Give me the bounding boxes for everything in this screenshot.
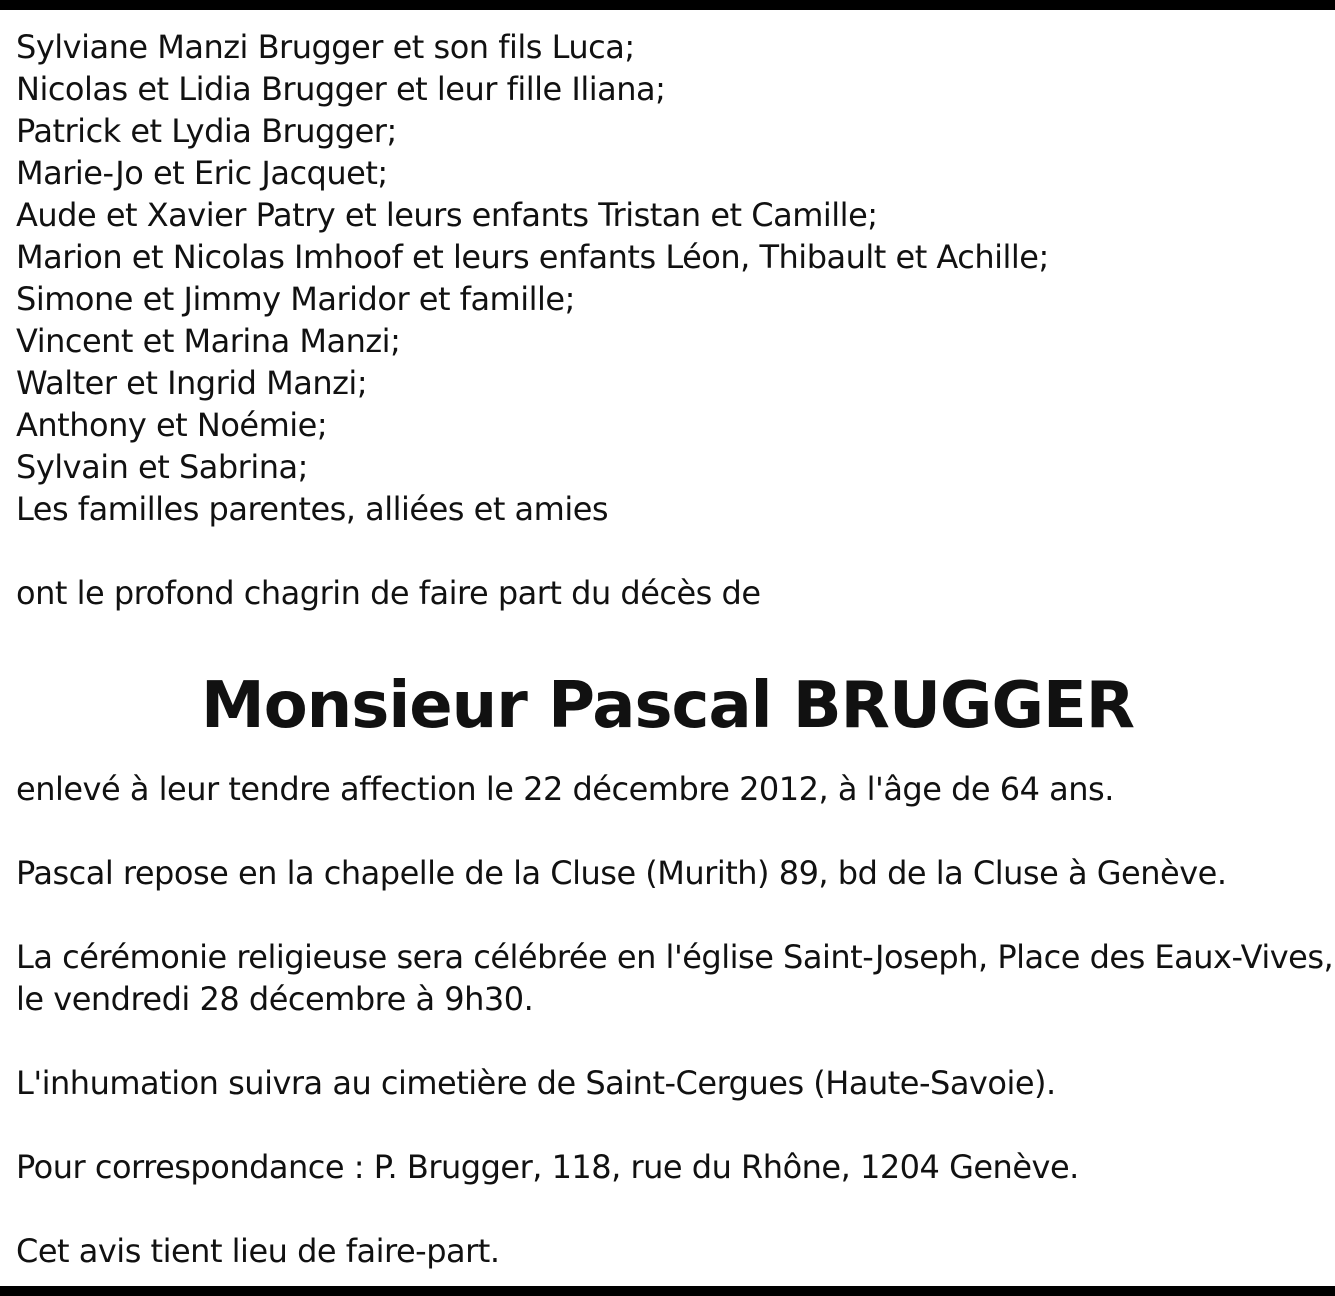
family-line: Aude et Xavier Patry et leurs enfants Tristan et Camille; [16,196,878,234]
ceremony-details: La cérémonie religieuse sera célébrée en l'église Saint-Joseph, Place des Eaux-Vives, [16,938,1334,976]
family-list [16,26,1328,530]
death-notice: enlevé à leur tendre affection le 22 décembre 2012, à l'âge de 64 ans. [16,770,1114,808]
family-line: Marie-Jo et Eric Jacquet; [16,154,388,192]
family-line: Vincent et Marina Manzi; [16,322,401,360]
family-line: Nicolas et Lidia Brugger et leur fille Iliana; [16,70,666,108]
top-border [0,0,1335,10]
family-line: Sylviane Manzi Brugger et son fils Luca; [16,28,635,66]
deceased-name: Monsieur Pascal BRUGGER [201,669,1134,743]
family-line: Simone et Jimmy Maridor et famille; [16,280,575,318]
family-line: Les familles parentes, alliées et amies [16,490,609,528]
resting-place: Pascal repose en la chapelle de la Cluse (Murith) 89, bd de la Cluse à Genève. [16,854,1227,892]
family-line: Anthony et Noémie; [16,406,328,444]
family-line: Marion et Nicolas Imhoof et leurs enfants Léon, Thibault et Achille; [16,238,1049,276]
bottom-border [0,1286,1335,1296]
obituary-notice [16,26,1334,1270]
family-line: Patrick et Lydia Brugger; [16,112,397,150]
announcement-intro: ont le profond chagrin de faire part du décès de [16,574,761,612]
burial-details: L'inhumation suivra au cimetière de Saint-Cergues (Haute-Savoie). [16,1064,1056,1102]
ceremony-date: le vendredi 28 décembre à 9h30. [16,980,534,1018]
correspondence-address: Pour correspondance : P. Brugger, 118, rue du Rhône, 1204 Genève. [16,1148,1079,1186]
family-line: Sylvain et Sabrina; [16,448,308,486]
closing-note: Cet avis tient lieu de faire-part. [16,1232,500,1270]
family-line: Walter et Ingrid Manzi; [16,364,368,402]
